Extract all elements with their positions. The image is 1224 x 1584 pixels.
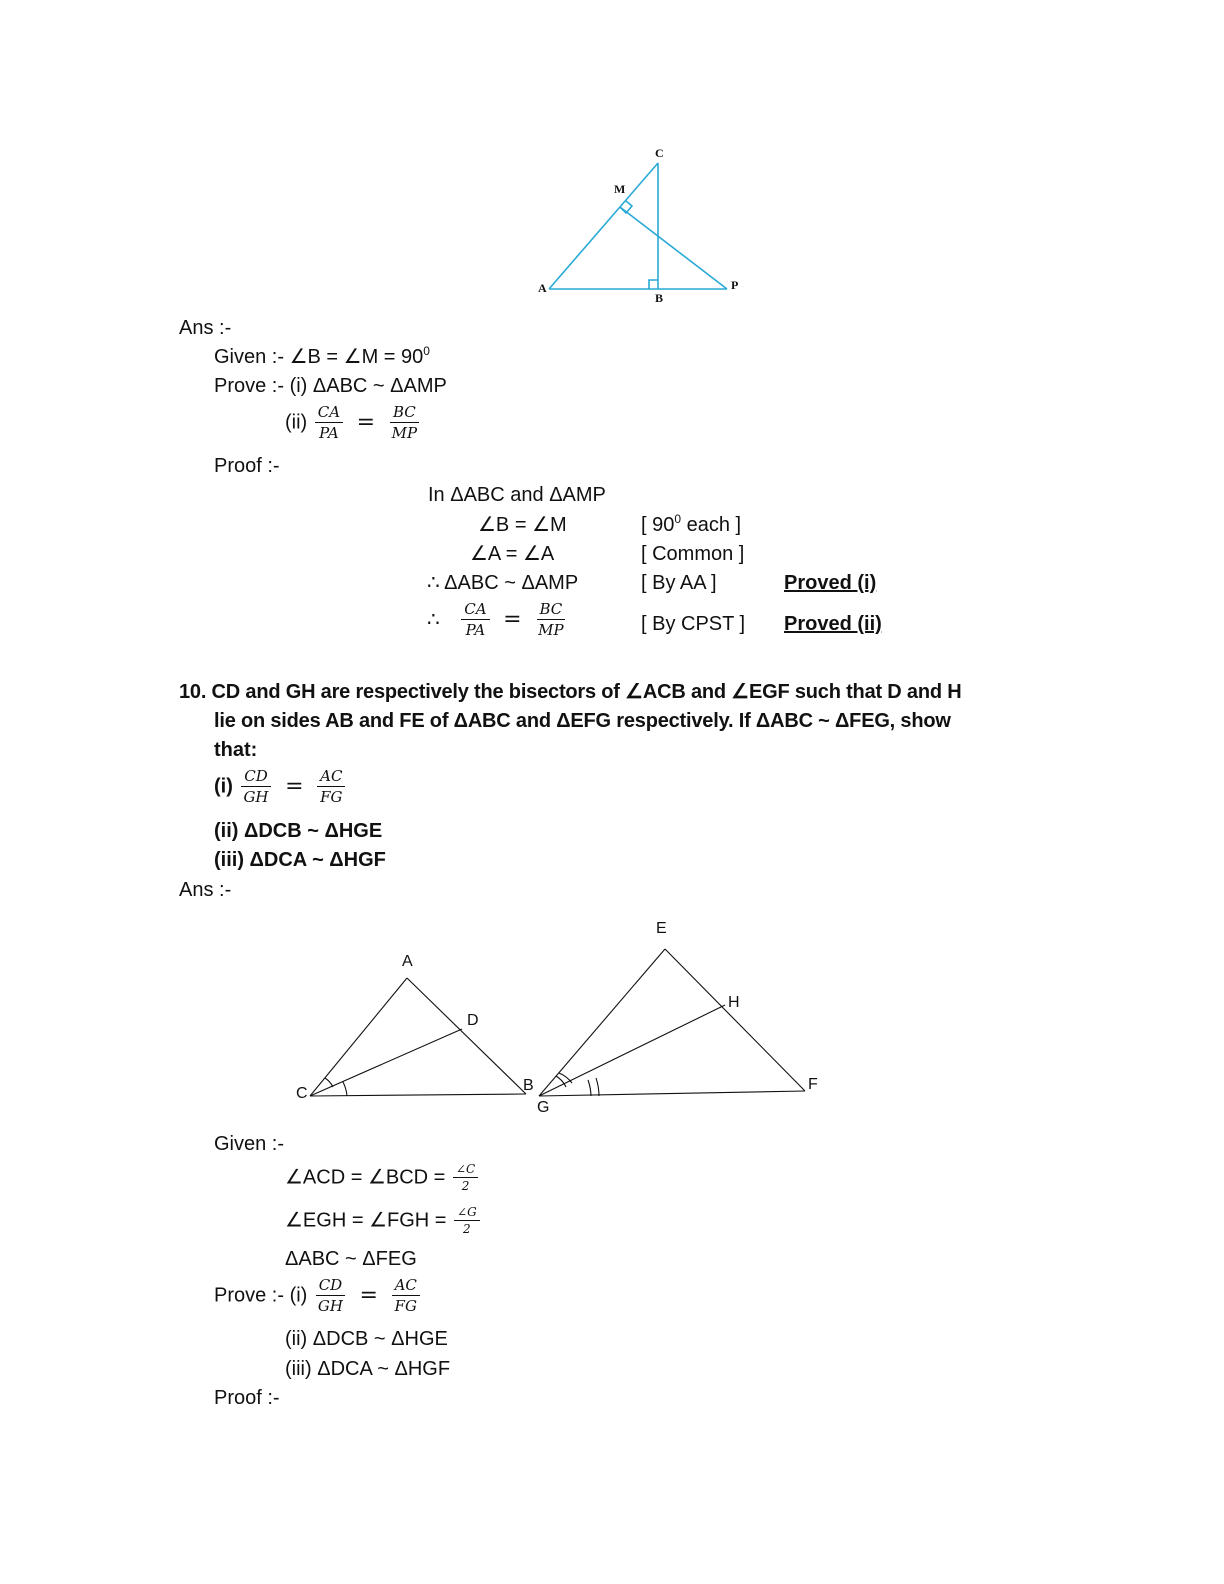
fraction-bc-mp: $\frac{BC}{MP}$ bbox=[391, 403, 418, 442]
proved-ii-badge: Proved (ii) bbox=[784, 613, 882, 635]
fraction-angle-g-half: $\frac{\angle G}{2}$ bbox=[454, 1205, 480, 1236]
given-degree: 0 bbox=[423, 344, 430, 358]
given-text: Given :- ∠B = ∠M = 90 bbox=[214, 346, 424, 368]
label-p: P bbox=[731, 278, 739, 292]
fraction-bc-mp-proof: $\frac{BC}{MP}$ bbox=[538, 600, 564, 639]
prove-ii-label: (ii) bbox=[285, 411, 308, 434]
prove-line-1: Prove :- (i) ΔABC ~ ΔAMP bbox=[214, 375, 447, 397]
proof-reason-3: [ By AA ] bbox=[641, 572, 717, 594]
proof-stmt-1: ∠B = ∠M bbox=[478, 514, 567, 536]
proof-label-1: Proof :- bbox=[214, 455, 280, 477]
label-e: E bbox=[656, 920, 667, 937]
proof-label-10: Proof :- bbox=[214, 1387, 280, 1409]
question-10-part-iii: (iii) ΔDCA ~ ΔHGF bbox=[214, 849, 386, 871]
label-d: D bbox=[467, 1012, 479, 1029]
label-f: F bbox=[808, 1076, 818, 1093]
proof-stmt-2: ∠A = ∠A bbox=[470, 543, 555, 565]
given-label-10: Given :- bbox=[214, 1133, 285, 1155]
figure-triangles-abc-efg bbox=[280, 910, 840, 1120]
prove-10-line-1: Prove :- (i) $\frac{CD}{GH}$ = $\frac{AC}{FG}$ bbox=[214, 1276, 422, 1315]
label-c: C bbox=[655, 146, 664, 160]
proof-reason-4: [ By CPST ] bbox=[641, 613, 746, 635]
label-a2: A bbox=[402, 953, 413, 970]
prove-10-line-3: (iii) ΔDCA ~ ΔHGF bbox=[285, 1358, 451, 1380]
label-b: B bbox=[655, 291, 664, 305]
fraction-ac-fg-prove: $\frac{AC}{FG}$ bbox=[392, 1276, 420, 1315]
proof-stmt-3: ∴ ΔABC ~ ΔAMP bbox=[427, 572, 579, 594]
question-10-line-1: 10. CD and GH are respectively the bisectors of ∠ACB and ∠EGF such that D and H bbox=[179, 681, 962, 703]
figure-triangle-abc-amp bbox=[530, 140, 760, 310]
given-10-line-3: ΔABC ~ ΔFEG bbox=[285, 1248, 417, 1270]
proof-intro: In ΔABC and ΔAMP bbox=[428, 484, 606, 506]
prove-10-line-2: (ii) ΔDCB ~ ΔHGE bbox=[285, 1328, 448, 1350]
given-line-1 bbox=[214, 345, 430, 369]
question-10-line-3: that: bbox=[214, 739, 258, 761]
fraction-ca-pa: $\frac{CA}{PA}$ bbox=[315, 403, 343, 442]
label-g: G bbox=[537, 1099, 550, 1116]
label-c2: C bbox=[296, 1085, 308, 1102]
equals-sign: = bbox=[356, 409, 376, 435]
question-10-part-i: (i) $\frac{CD}{GH}$ = $\frac{AC}{FG}$ bbox=[214, 767, 347, 806]
question-10-line-2: lie on sides AB and FE of ΔABC and ΔEFG respectively. If ΔABC ~ ΔFEG, show bbox=[214, 710, 951, 732]
proof-stmt-4: ∴ $\frac{CA}{PA}$ = $\frac{BC}{MP}$ bbox=[427, 600, 569, 639]
fraction-angle-c-half: $\frac{\angle C}{2}$ bbox=[453, 1162, 478, 1193]
fraction-cd-gh: $\frac{CD}{GH}$ bbox=[240, 767, 271, 806]
proof-reason-2: [ Common ] bbox=[641, 543, 745, 565]
fraction-ac-fg: $\frac{AC}{FG}$ bbox=[317, 767, 345, 806]
given-10-line-1: ∠ACD = ∠BCD = $\frac{\angle C}{2}$ bbox=[285, 1162, 480, 1193]
fraction-cd-gh-prove: $\frac{CD}{GH}$ bbox=[315, 1276, 346, 1315]
label-a: A bbox=[538, 281, 547, 295]
label-b2: B bbox=[523, 1077, 534, 1094]
proof-reason-1: [ $90^0$ each ] bbox=[641, 512, 742, 536]
fraction-ca-pa-proof: $\frac{CA}{PA}$ bbox=[461, 600, 489, 639]
prove-ii-line bbox=[285, 403, 422, 442]
label-h: H bbox=[728, 994, 740, 1011]
label-m: M bbox=[614, 182, 626, 196]
ans-label-10: Ans :- bbox=[179, 879, 232, 901]
proved-i-badge: Proved (i) bbox=[784, 572, 877, 594]
question-10-part-ii: (ii) ΔDCB ~ ΔHGE bbox=[214, 820, 383, 842]
given-10-line-2: ∠EGH = ∠FGH = $\frac{\angle G}{2}$ bbox=[285, 1205, 482, 1236]
ans-label-1: Ans :- bbox=[179, 317, 232, 339]
